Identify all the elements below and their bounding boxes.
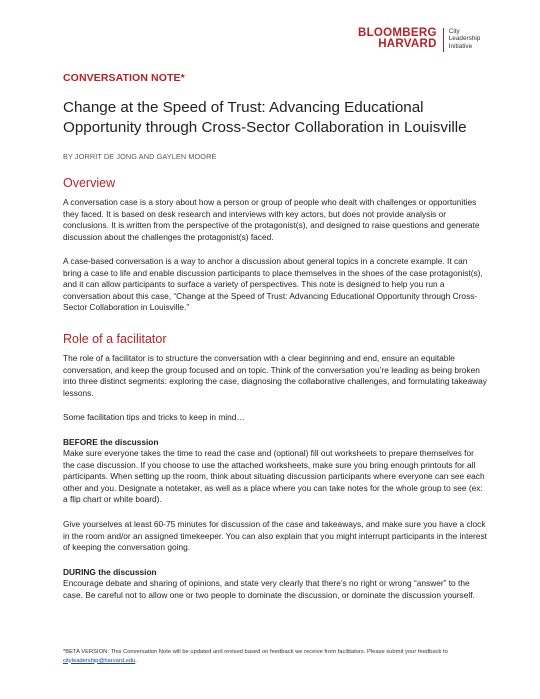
overview-heading: Overview: [63, 176, 116, 190]
feedback-email-link[interactable]: cityleadership@harvard.edu: [63, 657, 136, 664]
logo-wordmark: [358, 28, 437, 50]
facilitator-paragraph-1: The role of a facilitator is to structure the conversation with a clear beginning and end, ensure an equitable conversation, and keep the group focused and on topic. Think of the conversation you’re leading as being broken into three distinct segments: exploring the case, diagnosing the collaborative challenges, and formulating takeaway lessons.: [63, 353, 487, 398]
bloomberg-harvard-logo: [358, 28, 480, 52]
before-paragraph-2: Give yourselves at least 60-75 minutes for discussion of the case and takeaways, and make sure you have a clock in the room and/or an assigned timekeeper. You can also explain that you might interrupt participants in the interest of keeping the conversation going.: [63, 519, 487, 552]
document-title: Change at the Speed of Trust: Advancing Educational Opportunity through Cross-Sector Collaboration in Louisville: [63, 99, 467, 136]
logo-divider: [443, 28, 444, 52]
facilitator-heading: Role of a facilitator: [63, 332, 167, 346]
logo-side-3: Initiative: [448, 42, 473, 50]
before-heading: BEFORE the discussion: [63, 437, 159, 447]
facilitator-paragraph-2: Some facilitation tips and tricks to keep in mind…: [63, 412, 245, 422]
document-label: CONVERSATION NOTE*: [63, 72, 185, 84]
logo-side-2: Leadership: [448, 35, 481, 43]
footnote-end: .: [135, 657, 137, 664]
overview-paragraph-1: A conversation case is a story about how a person or group of people who dealt with challenges or opportunities they faced. It is based on desk research and interviews with key actors, but does not provide analysis or conclusions. It is written from the perspective of the protagonist(s), and designed to raise questions and generate discussion about the challenges the protagonist(s) faced.: [63, 197, 480, 242]
logo-line-2: HARVARD: [378, 38, 437, 50]
during-paragraph-1: Encourage debate and sharing of opinions, and state very clearly that there’s no right or wrong “answer” to the case. Be careful not to allow one or two people to dominate the discussion, or dominate the discussion yourself.: [63, 578, 475, 600]
before-paragraph-1: Make sure everyone takes the time to read the case and (optional) fill out worksheets to prepare themselves for the case discussion. If you choose to use the attached worksheets, make sure you bring enough printouts for all participants. When setting up the room, think about situating discussion participants where everyone can see each other and you. Designate a notetaker, as well as a place where you can take notes for the whole group to see (ex: a flip chart or white board).: [63, 448, 485, 504]
during-heading: DURING the discussion: [63, 567, 157, 577]
footnote: [63, 648, 503, 665]
logo-subtitle: [449, 28, 481, 50]
logo-line-1: BLOOMBERG: [358, 27, 437, 39]
logo-side-1: City: [448, 28, 460, 35]
overview-paragraph-2: A case-based conversation is a way to anchor a discussion about general topics in a concrete example. It can bring a case to life and enable discussion participants to place themselves in the shoes of the case protagonist(s), and it can allow participants to surface a variety of perspectives. This note is designed to help you run a conversation about this case, “Change at the Speed of Trust: Advancing Educational Opportunity through Cross-Sector Collaboration in Louisville.”: [63, 256, 483, 312]
footnote-text: *BETA VERSION: This Conversation Note will be updated and revised based on feedback we receive from facilitators. Please submit your feedback to: [63, 649, 448, 655]
authors-line: BY JORRIT DE JONG AND GAYLEN MOORE: [63, 152, 217, 161]
